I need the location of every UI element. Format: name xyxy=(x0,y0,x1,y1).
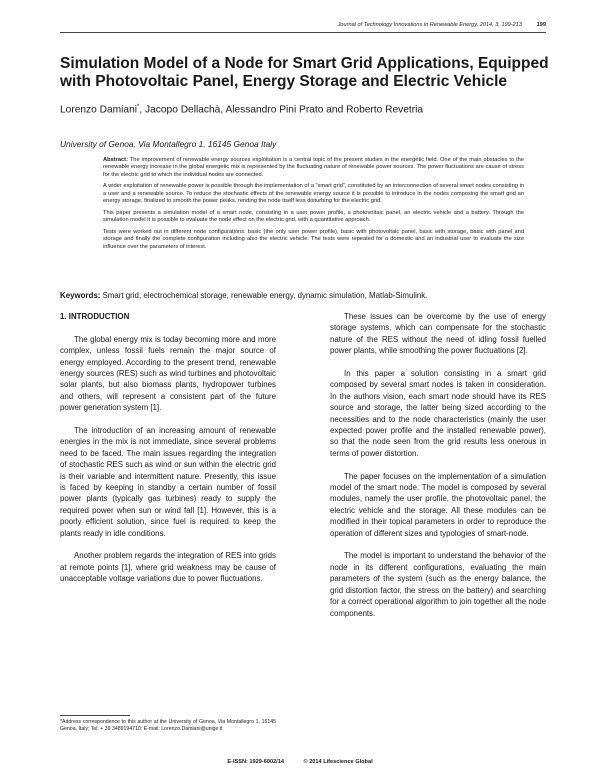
affiliation: University of Genoa, Via Montallegro 1, 16145 Genoa Italy xyxy=(60,139,277,149)
body-paragraph: The paper focuses on the implementation of a simulation model of the smart node. The model is composed by several modules, namely the user profile, the photovoltaic panel, the electric vehicle and the storage. All these modules can be modified in their topical parameters in order to reproduce the operation of different sizes and typologies of smart-node. xyxy=(330,471,546,538)
co-authors: , Jacopo Dellachà, Alessandro Pini Prato and Roberto Revetria xyxy=(139,104,424,116)
issn: E-ISSN: 1929-6002/14 xyxy=(227,759,284,765)
abstract-text: The improvement of renewable energy sources exploitation is a central topic of the present studies in the energetic field. One of the main obstacles to the renewable energy increase in the global energetic mix is represented by the fluctuating nature of renewable power sources. The power fluctuations are cause of stress for the electric grid to which the individual nodes are connected. xyxy=(103,157,525,178)
correspondence-footnote: *Address correspondence to this author at the University of Genoa, Via Montallegro 1, 16145 Genoa, Italy; Tel: + 39 3489194710; E-mail: Lorenzo.Damiani@unige.it xyxy=(60,719,276,732)
journal-citation: Journal of Technology Innovations in Renewable Energy, 2014, 3, 199-213 xyxy=(337,22,522,28)
page-footer xyxy=(0,759,600,765)
abstract-paragraph: Tests were worked out in different node configurations: basic (the only user power profile), basic with photovoltaic panel, basic with storage, basic with panel and storage and finally the complete configuration including also the electric vehicle. The tests were repeated for a domestic and an industrial user to evaluate the size influence over the parameters of interest. xyxy=(103,228,524,250)
section-heading: 1. INTRODUCTION xyxy=(60,312,130,321)
body-paragraph: The model is important to understand the behavior of the node in its different configurations, evaluating the main parameters of the system (such as the energy balance, the grid distortion factor, the stress on the battery) and searching for a correct operational algorithm to join together all the node components. xyxy=(330,551,546,618)
correspondence-marker: * xyxy=(137,104,140,110)
body-paragraph: The global energy mix is today becoming more and more complex, unless fossil fuels remain the major source of energy employed. According to the present trend, renewable energy sources (RES) such as wind turbines and photovoltaic solar plants, but also biomass plants, hydropower turbines and others, will represent a consistent part of the future power generation system [1]. xyxy=(60,334,276,413)
abstract-paragraph xyxy=(103,157,524,179)
footnote-rule xyxy=(60,715,130,716)
body-paragraph: The introduction of an increasing amount of renewable energies in the mix is not immediate, since several problems need to be faced. The main issues regarding the integration of stochastic RES such as wind or sun within the electric grid is their variable and intermittent nature. Presently, this issue is faced by keeping in standby a certain number of fossil power plants (typically gas turbines) ready to supply the required power when sun or wind fall [1]. However, this is a poorly efficient solution, since fuel is required to keep the plants ready in idle conditions. xyxy=(60,426,276,538)
corresponding-author: Lorenzo Damiani xyxy=(60,104,138,116)
copyright: © 2014 Lifescience Global xyxy=(303,759,373,765)
right-column xyxy=(330,311,546,630)
abstract-paragraph: A wider exploitation of renewable power is possible through the implementation of a “smart grid”, constituted by an interconnection of several smart nodes consisting in a user and a renewable source. To reduce the stochastic effects of the renewable energy source it is possible to introduce in the nodes composing the smart grid an energy storage, finalized to smooth the power peaks, rending the node itself less disturbing for the electric grid. xyxy=(103,183,524,205)
running-head xyxy=(60,22,546,28)
keywords-label: Keywords: xyxy=(60,291,101,300)
paper-title: Simulation Model of a Node for Smart Grid Applications, Equipped with Photovoltaic Panel, Energy Storage and Electric Vehicle xyxy=(60,55,549,90)
author-list xyxy=(60,104,540,115)
page-number: 199 xyxy=(536,22,546,28)
body-paragraph: Another problem regards the integration of RES into grids at remote points [1], where grid weakness may be cause of unacceptable voltage variations due to power fluctuations. xyxy=(60,551,276,584)
keywords xyxy=(60,291,546,300)
abstract xyxy=(103,157,524,255)
left-column xyxy=(60,311,276,596)
body-paragraph: In this paper a solution consisting in a smart grid composed by several smart nodes is taken in consideration. In the authors vision, each smart node should have its RES source and storage, the latter being sized according to the necessities and to the node characteristics (mainly the user expected power profile and the installed renewable power), so that the node seen from the grid results less onerous in terms of power distortion. xyxy=(330,369,546,458)
abstract-paragraph: This paper presents a simulation model of a smart node, consisting in a user power profile, a photovoltaic panel, an electric vehicle and a battery. Through the simulation model it is possible to evaluate the node effect on the electric grid, with a quantitative approach. xyxy=(103,209,524,224)
keywords-text: Smart grid, electrochemical storage, renewable energy, dynamic simulation, Matlab-Simulink. xyxy=(102,291,428,300)
header-rule xyxy=(60,32,546,33)
abstract-label: Abstract: xyxy=(103,157,128,163)
body-paragraph: These issues can be overcome by the use of energy storage systems, which can compensate for the stochastic nature of the RES without the need of idling fossil fuelled power plants, while smoothing the power fluctuations [2]. xyxy=(330,312,546,356)
